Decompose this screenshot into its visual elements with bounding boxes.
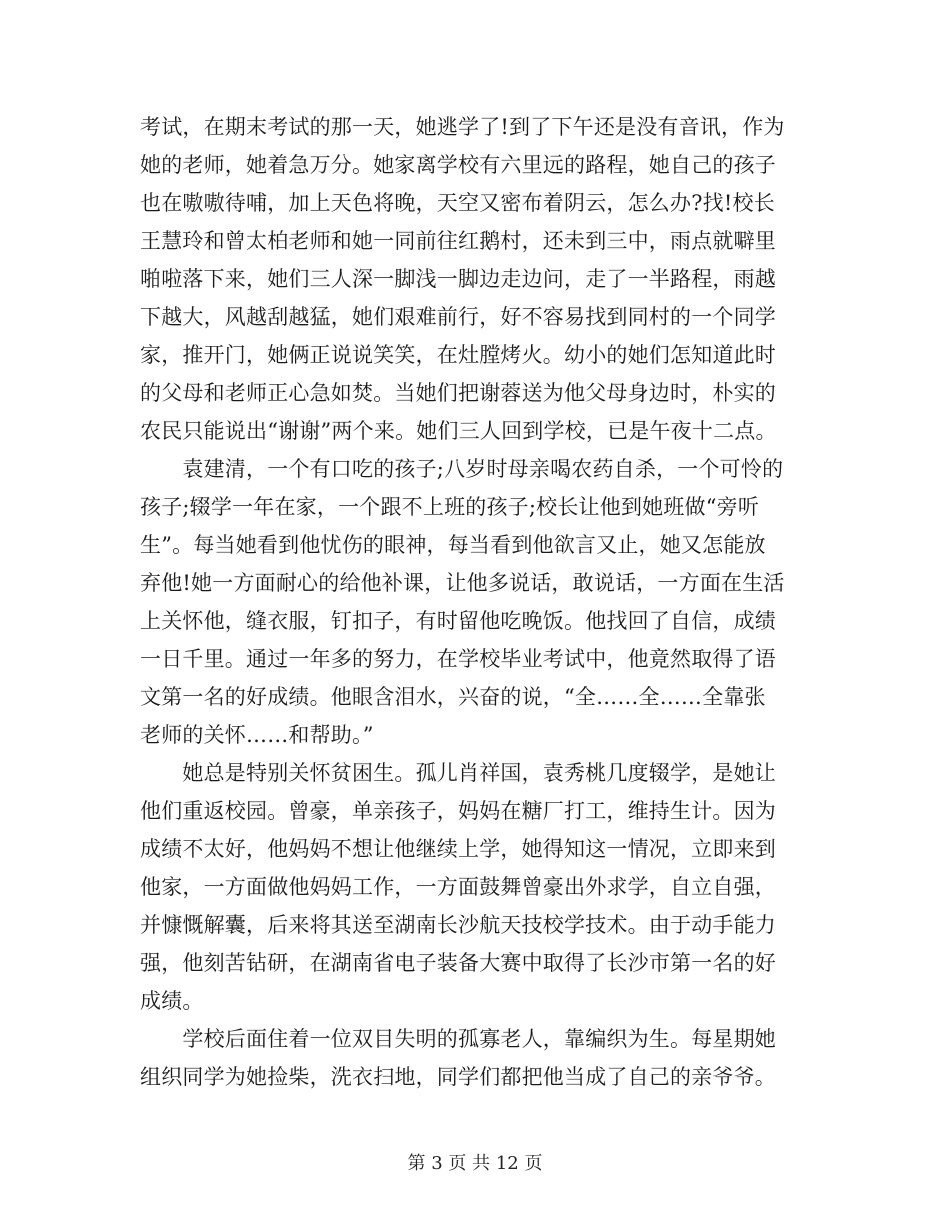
text-line: 上关怀他，缝衣服，钉扣子，有时留他吃晚饭。他找回了自信，成绩 bbox=[140, 609, 776, 633]
text-line: 她的老师，她着急万分。她家离学校有六里远的路程，她自己的孩子 bbox=[140, 153, 776, 177]
text-line: 强，他刻苦钻研，在湖南省电子装备大赛中取得了长沙市第一名的好 bbox=[140, 951, 776, 975]
text-line: 成绩。 bbox=[140, 989, 204, 1013]
text-line: 袁建清，一个有口吃的孩子;八岁时母亲喝农药自杀，一个可怜的 bbox=[140, 457, 784, 481]
text-line: 他们重返校园。曾豪，单亲孩子，妈妈在糖厂打工，维持生计。因为 bbox=[140, 799, 776, 823]
text-line: 组织同学为她捡柴，洗衣扫地，同学们都把他当成了自己的亲爷爷。 bbox=[140, 1065, 776, 1089]
text-line: 王慧玲和曾太柏老师和她一同前往红鹅村，还未到三中，雨点就噼里 bbox=[140, 229, 776, 253]
text-line: 考试，在期末考试的那一天，她逃学了!到了下午还是没有音讯，作为 bbox=[140, 115, 785, 139]
text-line: 家，推开门，她俩正说说笑笑，在灶膛烤火。幼小的她们怎知道此时 bbox=[140, 343, 776, 367]
text-line: 也在嗷嗷待哺，加上天色将晚，天空又密布着阴云，怎么办?找!校长 bbox=[140, 191, 775, 215]
text-line: 农民只能说出“谢谢”两个来。她们三人回到学校，已是午夜十二点。 bbox=[140, 419, 777, 443]
page-number-footer: 第 3 页 共 12 页 bbox=[407, 1153, 543, 1174]
text-line: 孩子;辍学一年在家，一个跟不上班的孩子;校长让他到她班做“旁听 bbox=[140, 495, 760, 519]
text-line: 他家，一方面做他妈妈工作，一方面鼓舞曾豪出外求学，自立自强， bbox=[140, 875, 776, 899]
text-line: 并慷慨解囊，后来将其送至湖南长沙航天技校学技术。由于动手能力 bbox=[140, 913, 776, 937]
text-line: 啪啦落下来，她们三人深一脚浅一脚边走边问，走了一半路程，雨越 bbox=[140, 267, 776, 291]
text-line: 生”。每当她看到他忧伤的眼神，每当看到他欲言又止，她又怎能放 bbox=[140, 533, 766, 557]
document-body bbox=[140, 108, 808, 1096]
text-line: 文第一名的好成绩。他眼含泪水，兴奋的说，“全……全……全靠张 bbox=[140, 685, 766, 709]
text-line: 的父母和老师正心急如焚。当她们把谢蓉送为他父母身边时，朴实的 bbox=[140, 381, 776, 405]
text-line: 弃他!她一方面耐心的给他补课，让他多说话，敢说话，一方面在生活 bbox=[140, 571, 785, 595]
text-line: 下越大，风越刮越猛，她们艰难前行，好不容易找到同村的一个同学 bbox=[140, 305, 776, 329]
text-line: 学校后面住着一位双目失明的孤寡老人，靠编织为生。每星期她 bbox=[140, 1027, 776, 1051]
text-line: 老师的关怀……和帮助。” bbox=[140, 723, 374, 747]
text-line: 一日千里。通过一年多的努力，在学校毕业考试中，他竟然取得了语 bbox=[140, 647, 776, 671]
text-line: 成绩不太好，他妈妈不想让他继续上学，她得知这一情况，立即来到 bbox=[140, 837, 776, 861]
text-line: 她总是特别关怀贫困生。孤儿肖祥国，袁秀桃几度辍学，是她让 bbox=[140, 761, 776, 785]
